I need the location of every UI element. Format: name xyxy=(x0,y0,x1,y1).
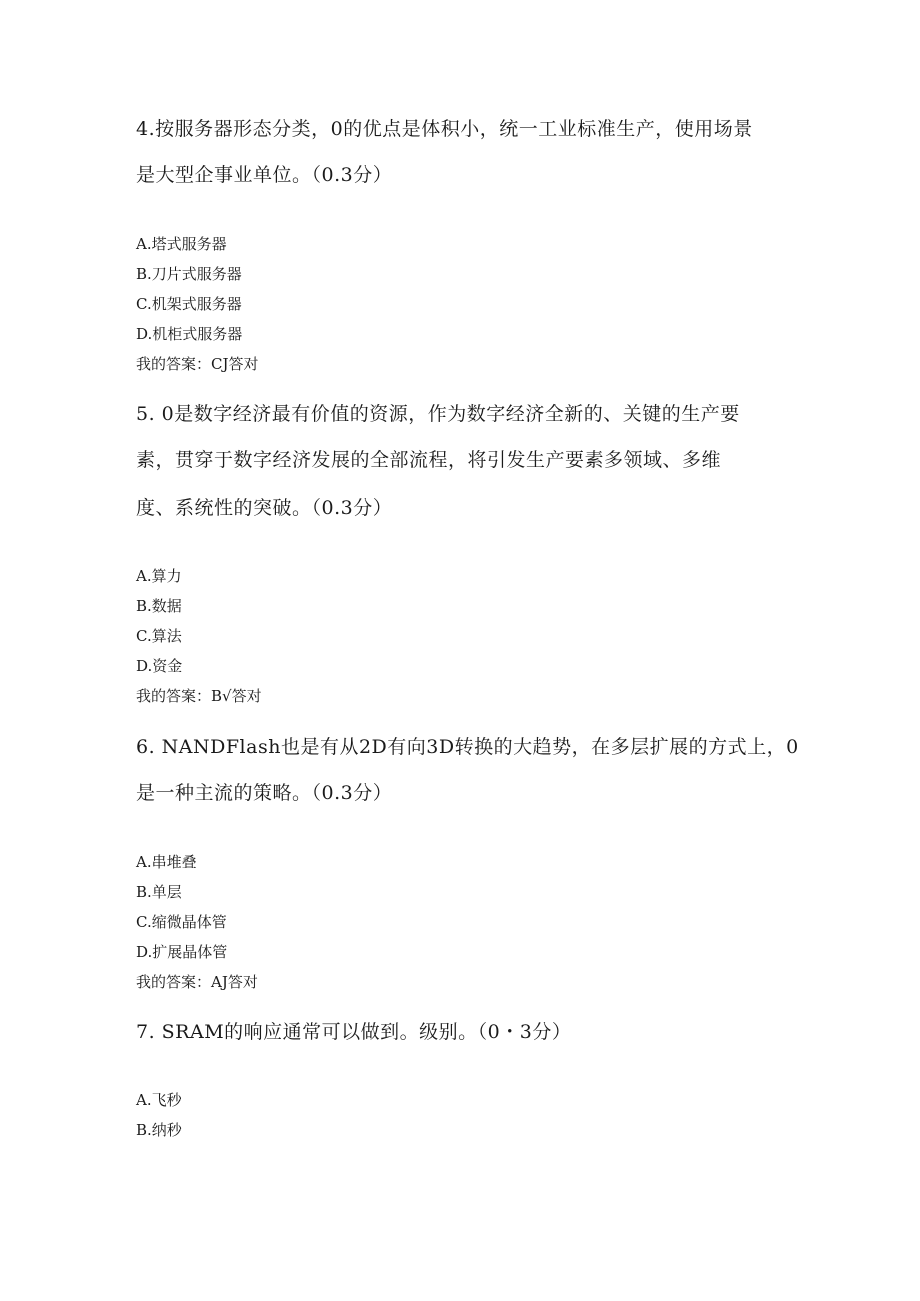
question-5-option-c: C.算法 xyxy=(136,627,182,645)
question-6-answer: 我的答案：AJ答对 xyxy=(136,973,258,991)
question-4-text-line-2: 是大型企事业单位。（0.3分） xyxy=(136,164,393,186)
question-5-option-b: B.数据 xyxy=(136,597,182,615)
question-5-option-d: D.资金 xyxy=(136,657,183,675)
question-4-option-c: C.机架式服务器 xyxy=(136,295,242,313)
question-4-option-a: A.塔式服务器 xyxy=(136,235,227,253)
question-5-answer: 我的答案：B√答对 xyxy=(136,687,262,705)
question-5-text-line-2: 素，贯穿于数字经济发展的全部流程，将引发生产要素多领域、多维 xyxy=(136,449,722,471)
question-6-option-a: A.串堆叠 xyxy=(136,853,197,871)
question-6-option-b: B.单层 xyxy=(136,883,182,901)
question-5-option-a: A.算力 xyxy=(136,567,182,585)
question-4-option-b: B.刀片式服务器 xyxy=(136,265,242,283)
question-7-text-line-1: 7. SRAM的响应通常可以做到。级别。（0・3分） xyxy=(136,1021,572,1043)
question-6-text-line-1: 6. NANDFlash也是有从2D有向3D转换的大趋势，在多层扩展的方式上，0 xyxy=(136,736,799,758)
question-6-option-d: D.扩展晶体管 xyxy=(136,943,228,961)
question-4-text-line-1: 4.按服务器形态分类，0的优点是体积小，统一工业标准生产，使用场景 xyxy=(136,118,753,140)
question-6-text-line-2: 是一种主流的策略。（0.3分） xyxy=(136,782,393,804)
question-6-option-c: C.缩微晶体管 xyxy=(136,913,227,931)
question-4-answer: 我的答案：CJ答对 xyxy=(136,355,259,373)
question-7-option-b: B.纳秒 xyxy=(136,1121,182,1139)
question-5-text-line-3: 度、系统性的突破。（0.3分） xyxy=(136,497,393,519)
question-4-option-d: D.机柜式服务器 xyxy=(136,325,243,343)
question-5-text-line-1: 5. 0是数字经济最有价值的资源，作为数字经济全新的、关键的生产要 xyxy=(136,403,740,425)
question-7-option-a: A.飞秒 xyxy=(136,1091,182,1109)
